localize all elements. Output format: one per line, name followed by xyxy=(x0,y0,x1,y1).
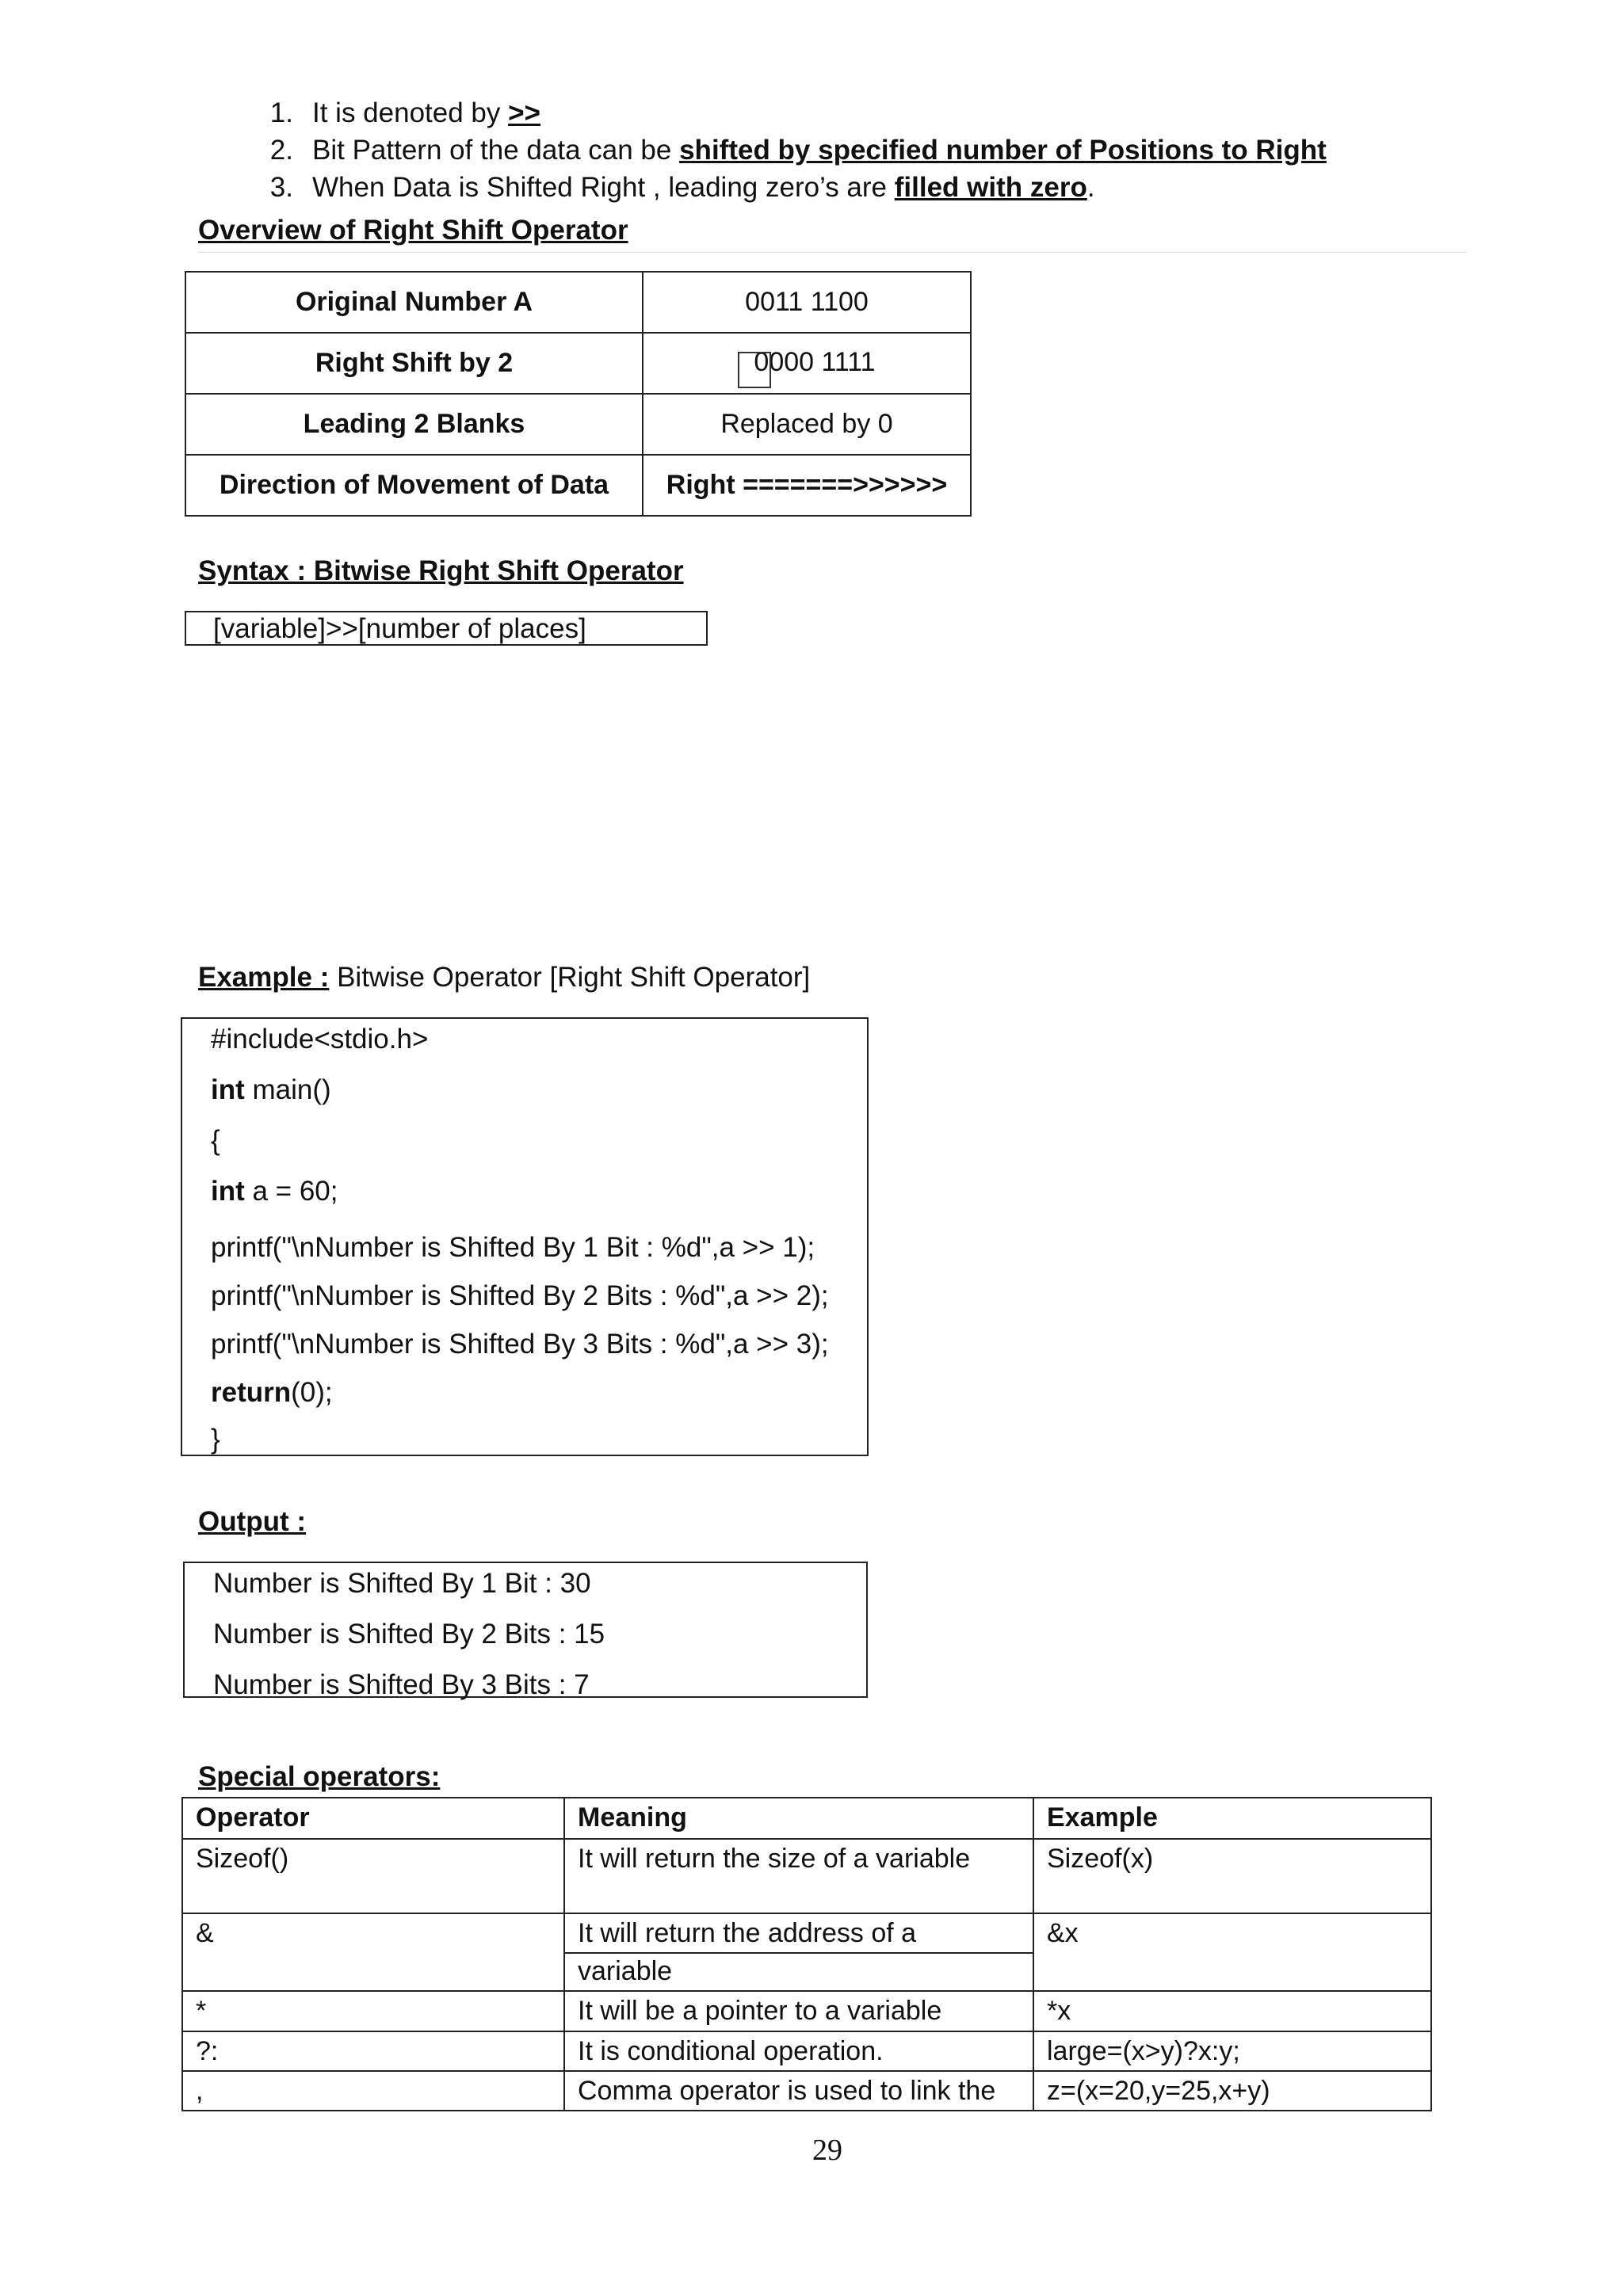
list-text: Bit Pattern of the data can be xyxy=(312,135,680,166)
list-text-emphasis: filled with zero xyxy=(894,172,1087,203)
code-line: printf("\nNumber is Shifted By 2 Bits : %d",a >> 2); xyxy=(211,1280,829,1311)
output-line: Number is Shifted By 1 Bit : 30 xyxy=(213,1568,591,1599)
table-cell: z=(x=20,y=25,x+y) xyxy=(1033,2071,1431,2111)
table-cell: It is conditional operation. xyxy=(564,2031,1033,2071)
syntax-text: [variable]>>[number of places] xyxy=(213,613,586,644)
table-cell: Sizeof(x) xyxy=(1033,1839,1431,1913)
table-row xyxy=(185,394,971,455)
table-row xyxy=(182,1839,1431,1913)
list-number: 3. xyxy=(269,172,293,203)
table-row xyxy=(185,455,971,516)
code-line: printf("\nNumber is Shifted By 3 Bits : %d",a >> 3); xyxy=(211,1329,829,1360)
table-row xyxy=(182,2031,1431,2071)
code-line xyxy=(211,1376,333,1409)
code-keyword: return xyxy=(211,1377,292,1408)
table-row xyxy=(182,1913,1431,1991)
list-item-3 xyxy=(242,171,1095,204)
page-number: 29 xyxy=(812,2134,842,2167)
code-keyword: int xyxy=(211,1176,245,1207)
overview-table xyxy=(185,271,972,517)
special-heading: Special operators: xyxy=(198,1761,441,1792)
special-operators-table xyxy=(181,1797,1432,2111)
example-label: Example : xyxy=(198,962,330,993)
table-row xyxy=(185,333,971,394)
list-text: . xyxy=(1086,172,1095,203)
code-box xyxy=(181,1017,869,1456)
table-header: Meaning xyxy=(564,1798,1033,1839)
table-cell: large=(x>y)?x:y; xyxy=(1033,2031,1431,2071)
table-cell xyxy=(643,333,971,394)
list-number: 1. xyxy=(269,97,293,128)
table-cell: 0011 1100 xyxy=(643,272,971,333)
example-heading xyxy=(198,961,810,994)
code-line: } xyxy=(211,1424,220,1455)
table-cell: *x xyxy=(1033,1991,1431,2031)
table-cell: Replaced by 0 xyxy=(643,394,971,455)
code-line xyxy=(211,1175,338,1208)
table-cell: Right Shift by 2 xyxy=(185,333,643,394)
table-cell: & xyxy=(182,1913,564,1991)
table-cell: Direction of Movement of Data xyxy=(185,455,643,516)
table-cell: , xyxy=(182,2071,564,2111)
table-header: Example xyxy=(1033,1798,1431,1839)
table-cell: ?: xyxy=(182,2031,564,2071)
code-line: { xyxy=(211,1125,220,1156)
list-text: It is denoted by xyxy=(312,97,509,128)
code-line: #include<stdio.h> xyxy=(211,1024,429,1055)
output-line: Number is Shifted By 3 Bits : 7 xyxy=(213,1669,590,1700)
table-cell xyxy=(564,1913,1033,1991)
list-item-2 xyxy=(242,134,1327,167)
code-line: printf("\nNumber is Shifted By 1 Bit : %d",a >> 1); xyxy=(211,1232,815,1263)
table-cell: &x xyxy=(1033,1913,1431,1991)
table-cell-line: It will return the address of a xyxy=(578,1918,917,1948)
list-text-emphasis: >> xyxy=(508,97,540,128)
syntax-heading: Syntax : Bitwise Right Shift Operator xyxy=(198,555,684,586)
table-cell: Original Number A xyxy=(185,272,643,333)
table-cell: It will be a pointer to a variable xyxy=(564,1991,1033,2031)
list-item-1 xyxy=(242,97,540,130)
section-rule xyxy=(198,252,1466,253)
table-cell: Leading 2 Blanks xyxy=(185,394,643,455)
placeholder-box-icon xyxy=(738,352,771,388)
table-header: Operator xyxy=(182,1798,564,1839)
table-row xyxy=(185,272,971,333)
code-text: (0); xyxy=(291,1377,333,1408)
code-text: main() xyxy=(244,1074,331,1105)
syntax-box xyxy=(185,611,708,646)
output-line: Number is Shifted By 2 Bits : 15 xyxy=(213,1619,605,1650)
table-cell: It will return the size of a variable xyxy=(564,1839,1033,1913)
table-cell: Right =======>>>>>> xyxy=(643,455,971,516)
table-cell: * xyxy=(182,1991,564,2031)
list-text: When Data is Shifted Right , leading zero’s are xyxy=(312,172,895,203)
table-header-row xyxy=(182,1798,1431,1839)
code-text: a = 60; xyxy=(244,1176,338,1207)
table-row xyxy=(182,1991,1431,2031)
table-row xyxy=(182,2071,1431,2111)
code-keyword: int xyxy=(211,1074,245,1105)
table-cell-line: variable xyxy=(565,1952,1033,1989)
table-cell-value: 0000 1111 xyxy=(754,346,876,377)
output-box xyxy=(183,1562,868,1698)
table-cell: Comma operator is used to link the xyxy=(564,2071,1033,2111)
table-cell: Sizeof() xyxy=(182,1839,564,1913)
list-text-emphasis: shifted by specified number of Positions to Right xyxy=(679,135,1327,166)
code-line xyxy=(211,1074,331,1107)
overview-heading: Overview of Right Shift Operator xyxy=(198,215,628,246)
example-title: Bitwise Operator [Right Shift Operator] xyxy=(329,962,811,993)
output-heading: Output : xyxy=(198,1506,307,1537)
list-number: 2. xyxy=(269,135,293,166)
